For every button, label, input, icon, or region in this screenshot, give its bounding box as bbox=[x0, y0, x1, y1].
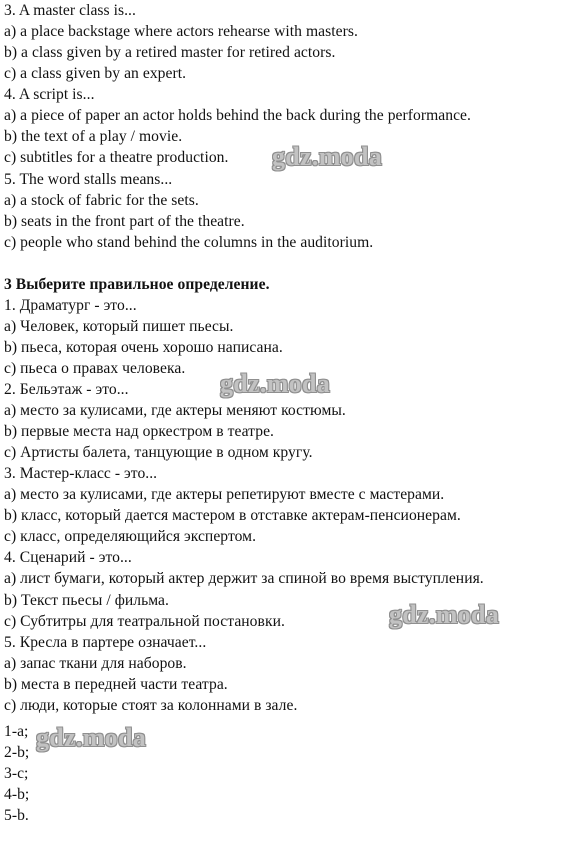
option-ru-2c: c) Артисты балета, танцующие в одном кругу. bbox=[4, 444, 313, 461]
section-heading: 3 Выберите правильное определение. bbox=[4, 276, 270, 293]
question-en-3: 3. A master class is... bbox=[4, 2, 136, 19]
option-en-5a: a) a stock of fabric for the sets. bbox=[4, 192, 199, 209]
option-en-4c: c) subtitles for a theatre production. bbox=[4, 149, 229, 166]
answer-5: 5-b. bbox=[4, 807, 29, 824]
option-ru-4c: c) Субтитры для театральной постановки. bbox=[4, 613, 285, 630]
question-ru-2: 2. Бельэтаж - это... bbox=[4, 381, 129, 398]
option-ru-1c: c) пьеса о правах человека. bbox=[4, 360, 186, 377]
option-ru-3c: c) класс, определяющийся экспертом. bbox=[4, 528, 257, 545]
option-ru-1a: a) Человек, который пишет пьесы. bbox=[4, 318, 234, 335]
question-en-4: 4. A script is... bbox=[4, 86, 95, 103]
watermark-gdz-moda: gdz.moda bbox=[36, 723, 147, 752]
option-ru-1b: b) пьеса, которая очень хорошо написана. bbox=[4, 339, 283, 356]
option-en-5c: c) people who stand behind the columns in the auditorium. bbox=[4, 234, 374, 251]
option-ru-3a: a) место за кулисами, где актеры репетируют вместе с мастерами. bbox=[4, 486, 445, 503]
question-en-5: 5. The word stalls means... bbox=[4, 171, 173, 188]
answer-3: 3-c; bbox=[4, 765, 29, 782]
option-ru-2b: b) первые места над оркестром в театре. bbox=[4, 423, 274, 440]
watermark-gdz-moda: gdz.moda bbox=[389, 600, 500, 629]
option-ru-3b: b) класс, который дается мастером в отставке актерам-пенсионерам. bbox=[4, 507, 461, 524]
option-ru-5c: c) люди, которые стоят за колоннами в зале. bbox=[4, 697, 298, 714]
question-ru-4: 4. Сценарий - это... bbox=[4, 549, 132, 566]
option-en-3a: a) a place backstage where actors rehearse with masters. bbox=[4, 23, 358, 40]
option-ru-5b: b) места в передней части театра. bbox=[4, 676, 228, 693]
answer-1: 1-a; bbox=[4, 723, 29, 740]
option-en-3b: b) a class given by a retired master for retired actors. bbox=[4, 44, 336, 61]
option-en-4b: b) the text of a play / movie. bbox=[4, 128, 183, 145]
watermark-gdz-moda: gdz.moda bbox=[272, 142, 383, 171]
option-en-4a: a) a piece of paper an actor holds behind the back during the performance. bbox=[4, 107, 471, 124]
option-ru-4b: b) Текст пьесы / фильма. bbox=[4, 592, 169, 609]
answer-4: 4-b; bbox=[4, 786, 30, 803]
watermark-gdz-moda: gdz.moda bbox=[220, 369, 331, 398]
option-ru-4a: a) лист бумаги, который актер держит за спиной во время выступления. bbox=[4, 570, 484, 587]
option-en-5b: b) seats in the front part of the theatre. bbox=[4, 213, 245, 230]
answer-2: 2-b; bbox=[4, 744, 30, 761]
option-ru-5a: a) запас ткани для наборов. bbox=[4, 655, 187, 672]
question-ru-1: 1. Драматург - это... bbox=[4, 297, 137, 314]
question-ru-5: 5. Кресла в партере означает... bbox=[4, 634, 207, 651]
option-ru-2a: a) место за кулисами, где актеры меняют костюмы. bbox=[4, 402, 346, 419]
question-ru-3: 3. Мастер-класс - это... bbox=[4, 465, 158, 482]
option-en-3c: c) a class given by an expert. bbox=[4, 65, 187, 82]
